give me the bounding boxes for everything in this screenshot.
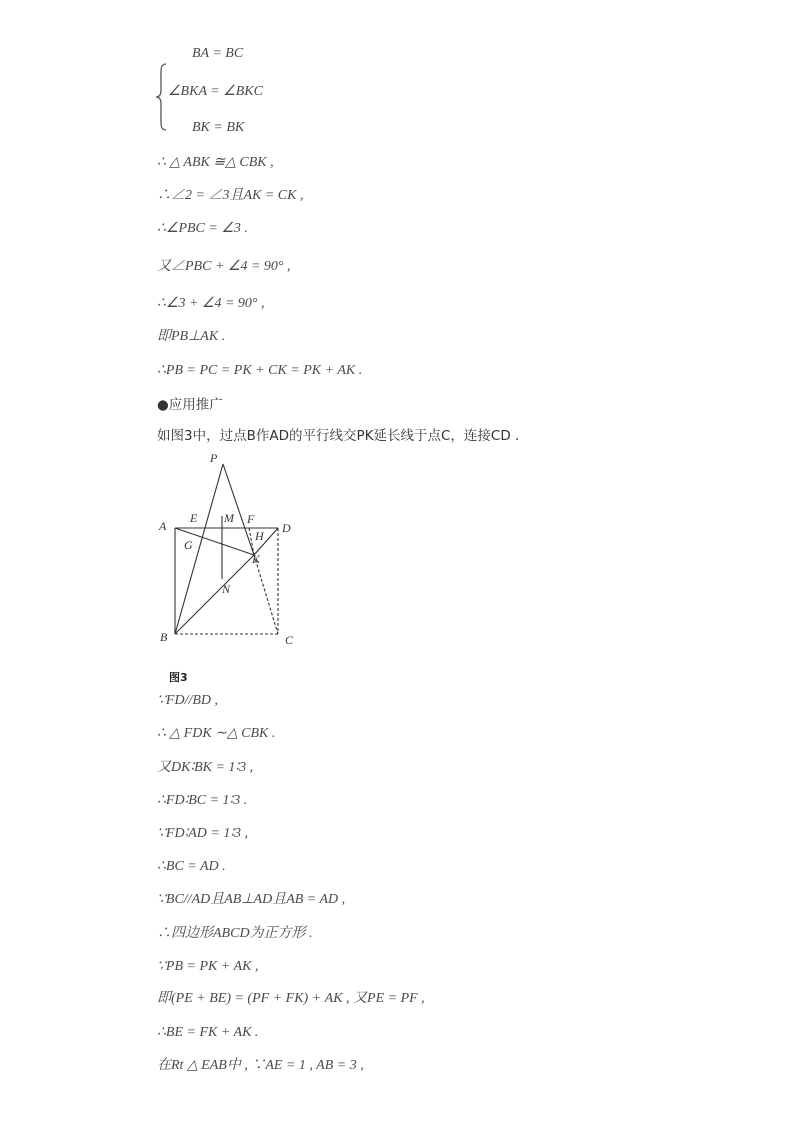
proof-line: ∴∠3 + ∠4 = 90° , <box>157 296 265 311</box>
proof-line: ∵FD//BD , <box>157 693 219 708</box>
proof-line: ∵PB = PK + AK , <box>157 959 259 974</box>
proof-line: ∴FD∶BC = 1∶3 . <box>157 793 248 808</box>
proof-line: ∴PB = PC = PK + CK = PK + AK . <box>157 363 363 378</box>
label-N: N <box>222 582 231 596</box>
proof-line: ∴ △ FDK ∼△ CBK . <box>157 726 276 741</box>
label-D: D <box>282 521 291 535</box>
proof-line: ∴ △ ABK ≅△ CBK , <box>157 155 274 170</box>
label-P: P <box>210 452 218 465</box>
intro-text: 如图3中，过点B作AD的平行线交PK延长线于点C，连接CD . <box>157 428 520 444</box>
system-line-3: BK = BK <box>192 120 245 135</box>
label-E: E <box>190 511 198 525</box>
system-line-2: ∠BKA = ∠BKC <box>168 84 263 99</box>
system-brace <box>155 62 169 132</box>
section-heading: ●应用推广 <box>157 397 223 413</box>
label-C: C <box>285 633 294 647</box>
figure-caption: 图3 <box>169 671 188 684</box>
proof-line: ∴∠2 = ∠3且AK = CK , <box>157 188 304 203</box>
label-H: H <box>255 529 264 543</box>
label-F: F <box>247 512 255 526</box>
proof-line: 在Rt △ EAB中 , ∵AE = 1 , AB = 3 , <box>157 1058 364 1073</box>
proof-line: 又DK∶BK = 1∶3 , <box>157 760 254 775</box>
proof-line: 即(PE + BE) = (PF + FK) + AK , 又PE = PF , <box>157 991 425 1006</box>
system-line-1: BA = BC <box>192 46 244 61</box>
proof-line: ∴BC = AD . <box>157 859 226 874</box>
proof-line: ∴四边形ABCD为正方形 . <box>157 926 313 941</box>
label-M: M <box>224 511 234 525</box>
label-B: B <box>160 630 168 644</box>
label-A: A <box>159 519 167 533</box>
proof-line: ∵BC//AD且AB⊥AD且AB = AD , <box>157 892 346 907</box>
geometry-figure-3 <box>156 452 296 686</box>
proof-line: 即PB⊥AK . <box>157 329 226 344</box>
proof-line: 又∠PBC + ∠4 = 90° , <box>157 259 291 274</box>
label-G: G <box>184 538 193 552</box>
proof-line: ∴∠PBC = ∠3 . <box>157 221 248 236</box>
proof-line: ∵FD∶AD = 1∶3 , <box>157 826 248 841</box>
proof-line: ∴BE = FK + AK . <box>157 1025 259 1040</box>
label-K: K <box>252 552 261 566</box>
